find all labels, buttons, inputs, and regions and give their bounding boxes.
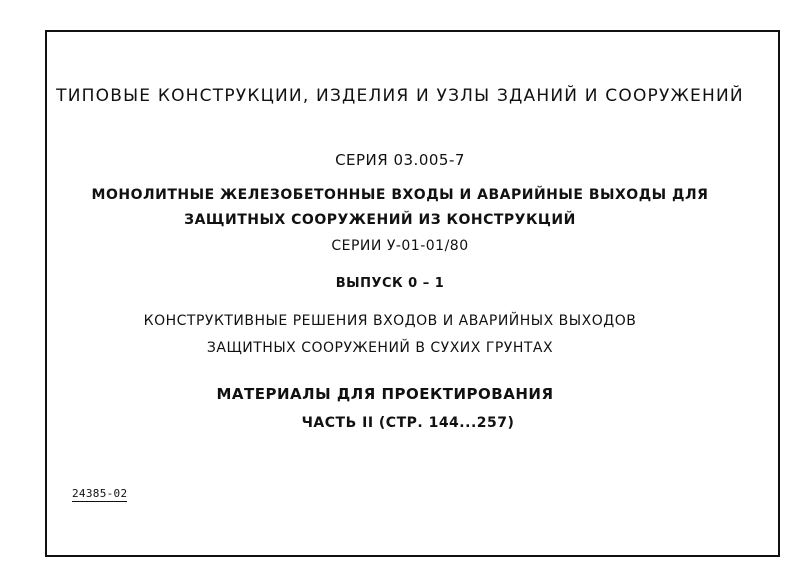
description-line-3: СЕРИИ У-01-01/80 xyxy=(331,238,469,254)
solutions-line-2: ЗАЩИТНЫХ СООРУЖЕНИЙ В СУХИХ ГРУНТАХ xyxy=(206,340,554,356)
document-code: 24385-02 xyxy=(72,487,128,500)
description-line-1: МОНОЛИТНЫЕ ЖЕЛЕЗОБЕТОННЫЕ ВХОДЫ И АВАРИЙНЫЕ ВЫХОДЫ ДЛЯ xyxy=(91,187,709,203)
document-title: ТИПОВЫЕ КОНСТРУКЦИИ, ИЗДЕЛИЯ И УЗЛЫ ЗДАНИЙ И СООРУЖЕНИЙ xyxy=(56,86,744,106)
materials-heading: МАТЕРИАЛЫ ДЛЯ ПРОЕКТИРОВАНИЯ xyxy=(216,385,554,403)
description-line-2: ЗАЩИТНЫХ СООРУЖЕНИЙ ИЗ КОНСТРУКЦИЙ xyxy=(184,212,576,228)
solutions-line-1: КОНСТРУКТИВНЫЕ РЕШЕНИЯ ВХОДОВ И АВАРИЙНЫХ ВЫХОДОВ xyxy=(143,313,637,329)
drawing-frame xyxy=(45,30,780,557)
part-range: ЧАСТЬ II (СТР. 144...257) xyxy=(301,415,515,431)
series-number: СЕРИЯ 03.005-7 xyxy=(335,151,465,169)
issue-number: ВЫПУСК 0 – 1 xyxy=(335,276,445,291)
